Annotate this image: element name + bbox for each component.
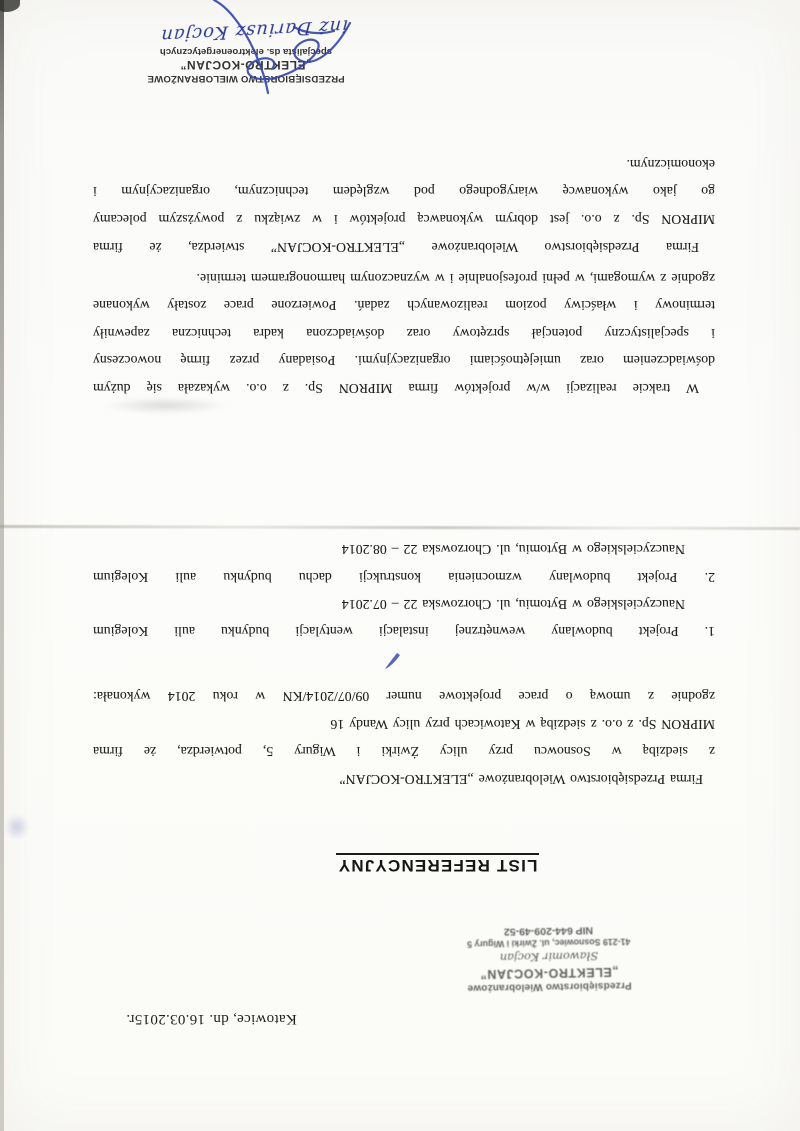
stamp-address: 41-219 Sosnowiec, ul. Żwirki i Wigury 5	[467, 936, 631, 950]
text-line: 2. Projekt budowlany wzmocnienia konstrukcji dachu budynku auli Kolegium	[93, 569, 715, 585]
text-line: Firma Przedsiębiorstwo Wielobranżowe „ELEKTRO-KOCJAN” stwierdza, że firma	[93, 240, 699, 255]
stamp-company-name: „ELEKTRO-KOCJAN”	[479, 964, 619, 982]
blue-ink-mark	[382, 651, 404, 671]
recommendation-paragraph	[93, 150, 715, 261]
company-address-stamp	[415, 923, 682, 995]
text-line: terminowy i właściwy poziom realizowanych zadań. Powierzone prace zostały wykonane	[93, 298, 715, 314]
stamp-nip: NIP 644-209-49-52	[503, 924, 594, 938]
date-line: Katowice, dn. 16.03.2015r.	[126, 1011, 297, 1027]
text-line: Nauczycielskiego w Bytomiu, ul. Chorzowska 22 – 08.2014	[341, 542, 685, 558]
text-line: Firma Przedsiębiorstwo Wielobranżowe „ELEKTRO-KOCJAN”	[339, 772, 703, 787]
text-line: zgodnie z wymogami, w pełni profesjonalnie i w wyznaczonym harmonogramem terminie.	[196, 270, 715, 286]
text-line: i specjalistyczny potencjał sprzętowy oraz doświadczona kadra techniczna zapewniły	[93, 325, 715, 341]
text-line: doświadczeniem oraz umiejętnościami organizacyjnymi. Posiadany przez firmę nowoczesny	[93, 353, 715, 369]
experience-paragraph	[93, 264, 715, 402]
stamp-company-type: Przedsiębiorstwo Wielobranżowe	[467, 979, 632, 994]
letter-title	[110, 855, 765, 875]
text-line: 1. Projekt budowlany wewnętrznej instalacji wentylacji budynku auli Kolegium	[93, 624, 715, 639]
text-line: zgodnie z umową o prace projektowe numer 09/07/2014/KN w roku 2014 wykonała:	[93, 689, 715, 705]
text-line: Nauczycielskiego w Bytomiu, ul. Chorzowska 22 – 07.2014	[341, 596, 685, 612]
text-line: ekonomicznym.	[626, 156, 715, 172]
intro-paragraph	[93, 683, 715, 793]
gray-ink-smudge	[103, 397, 228, 414]
text-line: W trakcie realizacji w/w projektów firma MIPRON Sp. z o.o. wykazała się dużym	[93, 381, 699, 396]
scan-edge-artifact	[0, 0, 4, 1131]
blue-ink-smudge	[5, 814, 29, 840]
letter-title-text: LIST REFERENCYJNY	[336, 853, 540, 875]
text-line: MIPRON Sp. z o.o. jest dobrym wykonawcą projektów i w związku z powyższym polecamy	[93, 212, 715, 228]
text-line: go jako wykonawcę wiarygodnego pod względem technicznym, organizacyjnym i	[93, 184, 715, 200]
signature-stamp-company-name: „ELEKTRO-KOCJAN”	[180, 58, 313, 72]
text-line: z siedzibą w Sosnowcu przy ulicy Żwirki i Wigury 5, potwierdza, że firma	[93, 744, 715, 760]
signature-stamp-company-type: PRZEDSIĘBIORSTWO WIELOBRANŻOWE	[147, 73, 345, 84]
text-line: MIPRON Sp. z o.o. z siedzibą w Katowicach przy ulicy Wandy 16	[330, 717, 715, 732]
handwritten-signature-name: inż Dariusz Kocjan	[159, 15, 349, 46]
signature-stamp-role: specjalista ds. elektroenergetycznych	[159, 46, 333, 57]
stamp-owner-name: Sławomir Kocjan	[499, 949, 599, 965]
project-list	[93, 536, 715, 645]
